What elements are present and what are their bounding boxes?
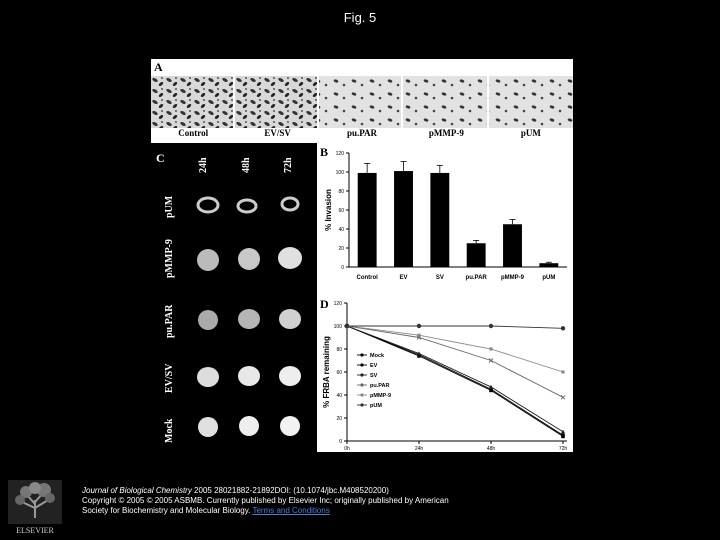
spheroid-pum-48h xyxy=(238,200,256,212)
caption-pum: pUM xyxy=(520,128,541,138)
micrograph-strip xyxy=(151,76,573,128)
row-header-pmmp9: pMMP-9 xyxy=(164,239,175,278)
y-tick-label: 60 xyxy=(338,208,344,214)
y-tick-label: 80 xyxy=(338,189,344,195)
legend-label: pMMP-9 xyxy=(370,393,392,399)
x-tick-label: pUM xyxy=(542,275,556,281)
row-header-pum: pUM xyxy=(164,195,175,218)
row-header-mock: Mock xyxy=(164,418,175,443)
x-tick-label: 48h xyxy=(486,446,496,452)
y-tick-label: 0 xyxy=(341,265,344,271)
x-tick-label: 24h xyxy=(414,446,424,452)
y-tick-label: 20 xyxy=(336,416,342,422)
panel-a xyxy=(151,59,573,143)
y-tick-label: 120 xyxy=(335,151,344,157)
data-point xyxy=(417,324,421,328)
data-point xyxy=(417,333,421,337)
spheroid-pupar-48h xyxy=(238,309,260,329)
invasion-bar-chart xyxy=(317,143,573,295)
col-header-48h: 48h xyxy=(241,157,252,173)
spheroid-evsv-24h xyxy=(197,367,219,387)
society-line: Society for Biochemistry and Molecular Biology. xyxy=(82,506,251,515)
panel-b-label: B xyxy=(320,145,329,159)
citation-footer xyxy=(82,486,712,516)
terms-link[interactable]: Terms and Conditions xyxy=(252,506,330,515)
y-tick-label: 40 xyxy=(336,393,342,399)
y-tick-label: 120 xyxy=(333,301,342,307)
legend-label: Mock xyxy=(370,353,385,359)
caption-control: Control xyxy=(178,128,209,138)
legend-marker xyxy=(360,353,363,356)
panel-d-label: D xyxy=(320,297,329,311)
x-tick-label: Control xyxy=(356,275,378,281)
frba-line-chart xyxy=(317,295,573,452)
x-tick-label: pMMP-9 xyxy=(501,275,524,281)
panel-a-label: A xyxy=(154,60,163,74)
figure-title: Fig. 5 xyxy=(343,10,377,25)
spheroid-pmmp9-72h xyxy=(278,247,302,269)
panel-b xyxy=(317,143,573,295)
row-header-pupar: pu.PAR xyxy=(164,304,175,338)
copyright-line: Copyright © 2005 © 2005 ASBMB. Currently published by Elsevier Inc; originally published by American xyxy=(82,496,449,505)
data-point xyxy=(345,324,349,328)
legend-marker xyxy=(360,363,363,366)
spheroid-evsv-72h xyxy=(279,366,301,386)
legend-label: pu.PAR xyxy=(370,383,390,389)
col-header-24h: 24h xyxy=(198,157,209,173)
y-tick-label: 40 xyxy=(338,227,344,233)
y-axis-label: % Invasion xyxy=(324,189,333,231)
x-tick-label: 0h xyxy=(344,446,350,452)
series-line-pum xyxy=(347,326,563,328)
spheroid-pmmp9-48h xyxy=(238,248,260,270)
journal-name: Journal of Biological Chemistry xyxy=(82,486,192,495)
elsevier-logo xyxy=(6,478,64,536)
y-tick-label: 0 xyxy=(339,439,342,445)
bar-ev xyxy=(394,171,413,267)
data-point xyxy=(489,347,493,351)
bar-pmmp9 xyxy=(503,224,522,267)
data-point xyxy=(561,435,565,439)
y-axis-label: % FRBA remaining xyxy=(322,336,331,408)
legend-marker xyxy=(360,403,363,406)
spheroid-pum-72h xyxy=(282,198,298,210)
caption-ev-sv: EV/SV xyxy=(264,128,291,138)
data-point xyxy=(489,389,493,393)
data-point xyxy=(561,370,565,374)
legend-label: SV xyxy=(370,373,378,379)
legend-label: pUM xyxy=(370,403,382,409)
y-tick-label: 100 xyxy=(335,170,344,176)
x-tick-label: 72h xyxy=(558,446,568,452)
legend-marker xyxy=(360,393,363,396)
spheroid-pum-24h xyxy=(198,198,218,212)
data-point xyxy=(561,395,565,399)
spheroid-mock-72h xyxy=(280,416,300,436)
caption-pmmp9: pMMP-9 xyxy=(428,128,464,138)
x-tick-label: EV xyxy=(399,275,408,281)
bar-sv xyxy=(430,173,449,267)
spheroid-pmmp9-24h xyxy=(197,249,219,271)
spheroid-mock-48h xyxy=(239,416,259,436)
legend-marker xyxy=(360,373,363,376)
spheroid-pupar-24h xyxy=(198,310,218,330)
spheroid-mock-24h xyxy=(198,417,218,437)
citation-text: 2005 28021882-21892DOI: (10.1074/jbc.M408520200) xyxy=(191,486,389,495)
y-tick-label: 20 xyxy=(338,246,344,252)
spheroid-pupar-72h xyxy=(279,309,301,329)
row-header-ev-sv: EV/SV xyxy=(164,363,175,393)
figure-panel xyxy=(151,59,573,452)
panel-c-label: C xyxy=(156,151,165,165)
data-point xyxy=(561,430,565,434)
caption-pupar: pu.PAR xyxy=(346,128,378,138)
bar-pum xyxy=(539,263,558,267)
x-tick-label: pu.PAR xyxy=(465,275,487,281)
y-tick-label: 80 xyxy=(336,347,342,353)
bar-pupar xyxy=(467,243,486,267)
legend-marker xyxy=(360,383,363,386)
x-tick-label: SV xyxy=(435,275,444,281)
logo-text: ELSEVIER xyxy=(16,526,54,535)
data-point xyxy=(489,324,493,328)
bar-control xyxy=(358,173,377,267)
panel-a-captions xyxy=(151,128,573,142)
spheroid-grid xyxy=(151,143,317,452)
col-header-72h: 72h xyxy=(283,157,294,173)
panel-c xyxy=(151,143,317,452)
spheroid-evsv-48h xyxy=(238,366,260,386)
data-point xyxy=(561,326,565,330)
legend-label: EV xyxy=(370,363,378,369)
y-tick-label: 100 xyxy=(333,324,342,330)
panel-d xyxy=(317,295,573,452)
y-tick-label: 60 xyxy=(336,370,342,376)
data-point xyxy=(489,385,493,389)
